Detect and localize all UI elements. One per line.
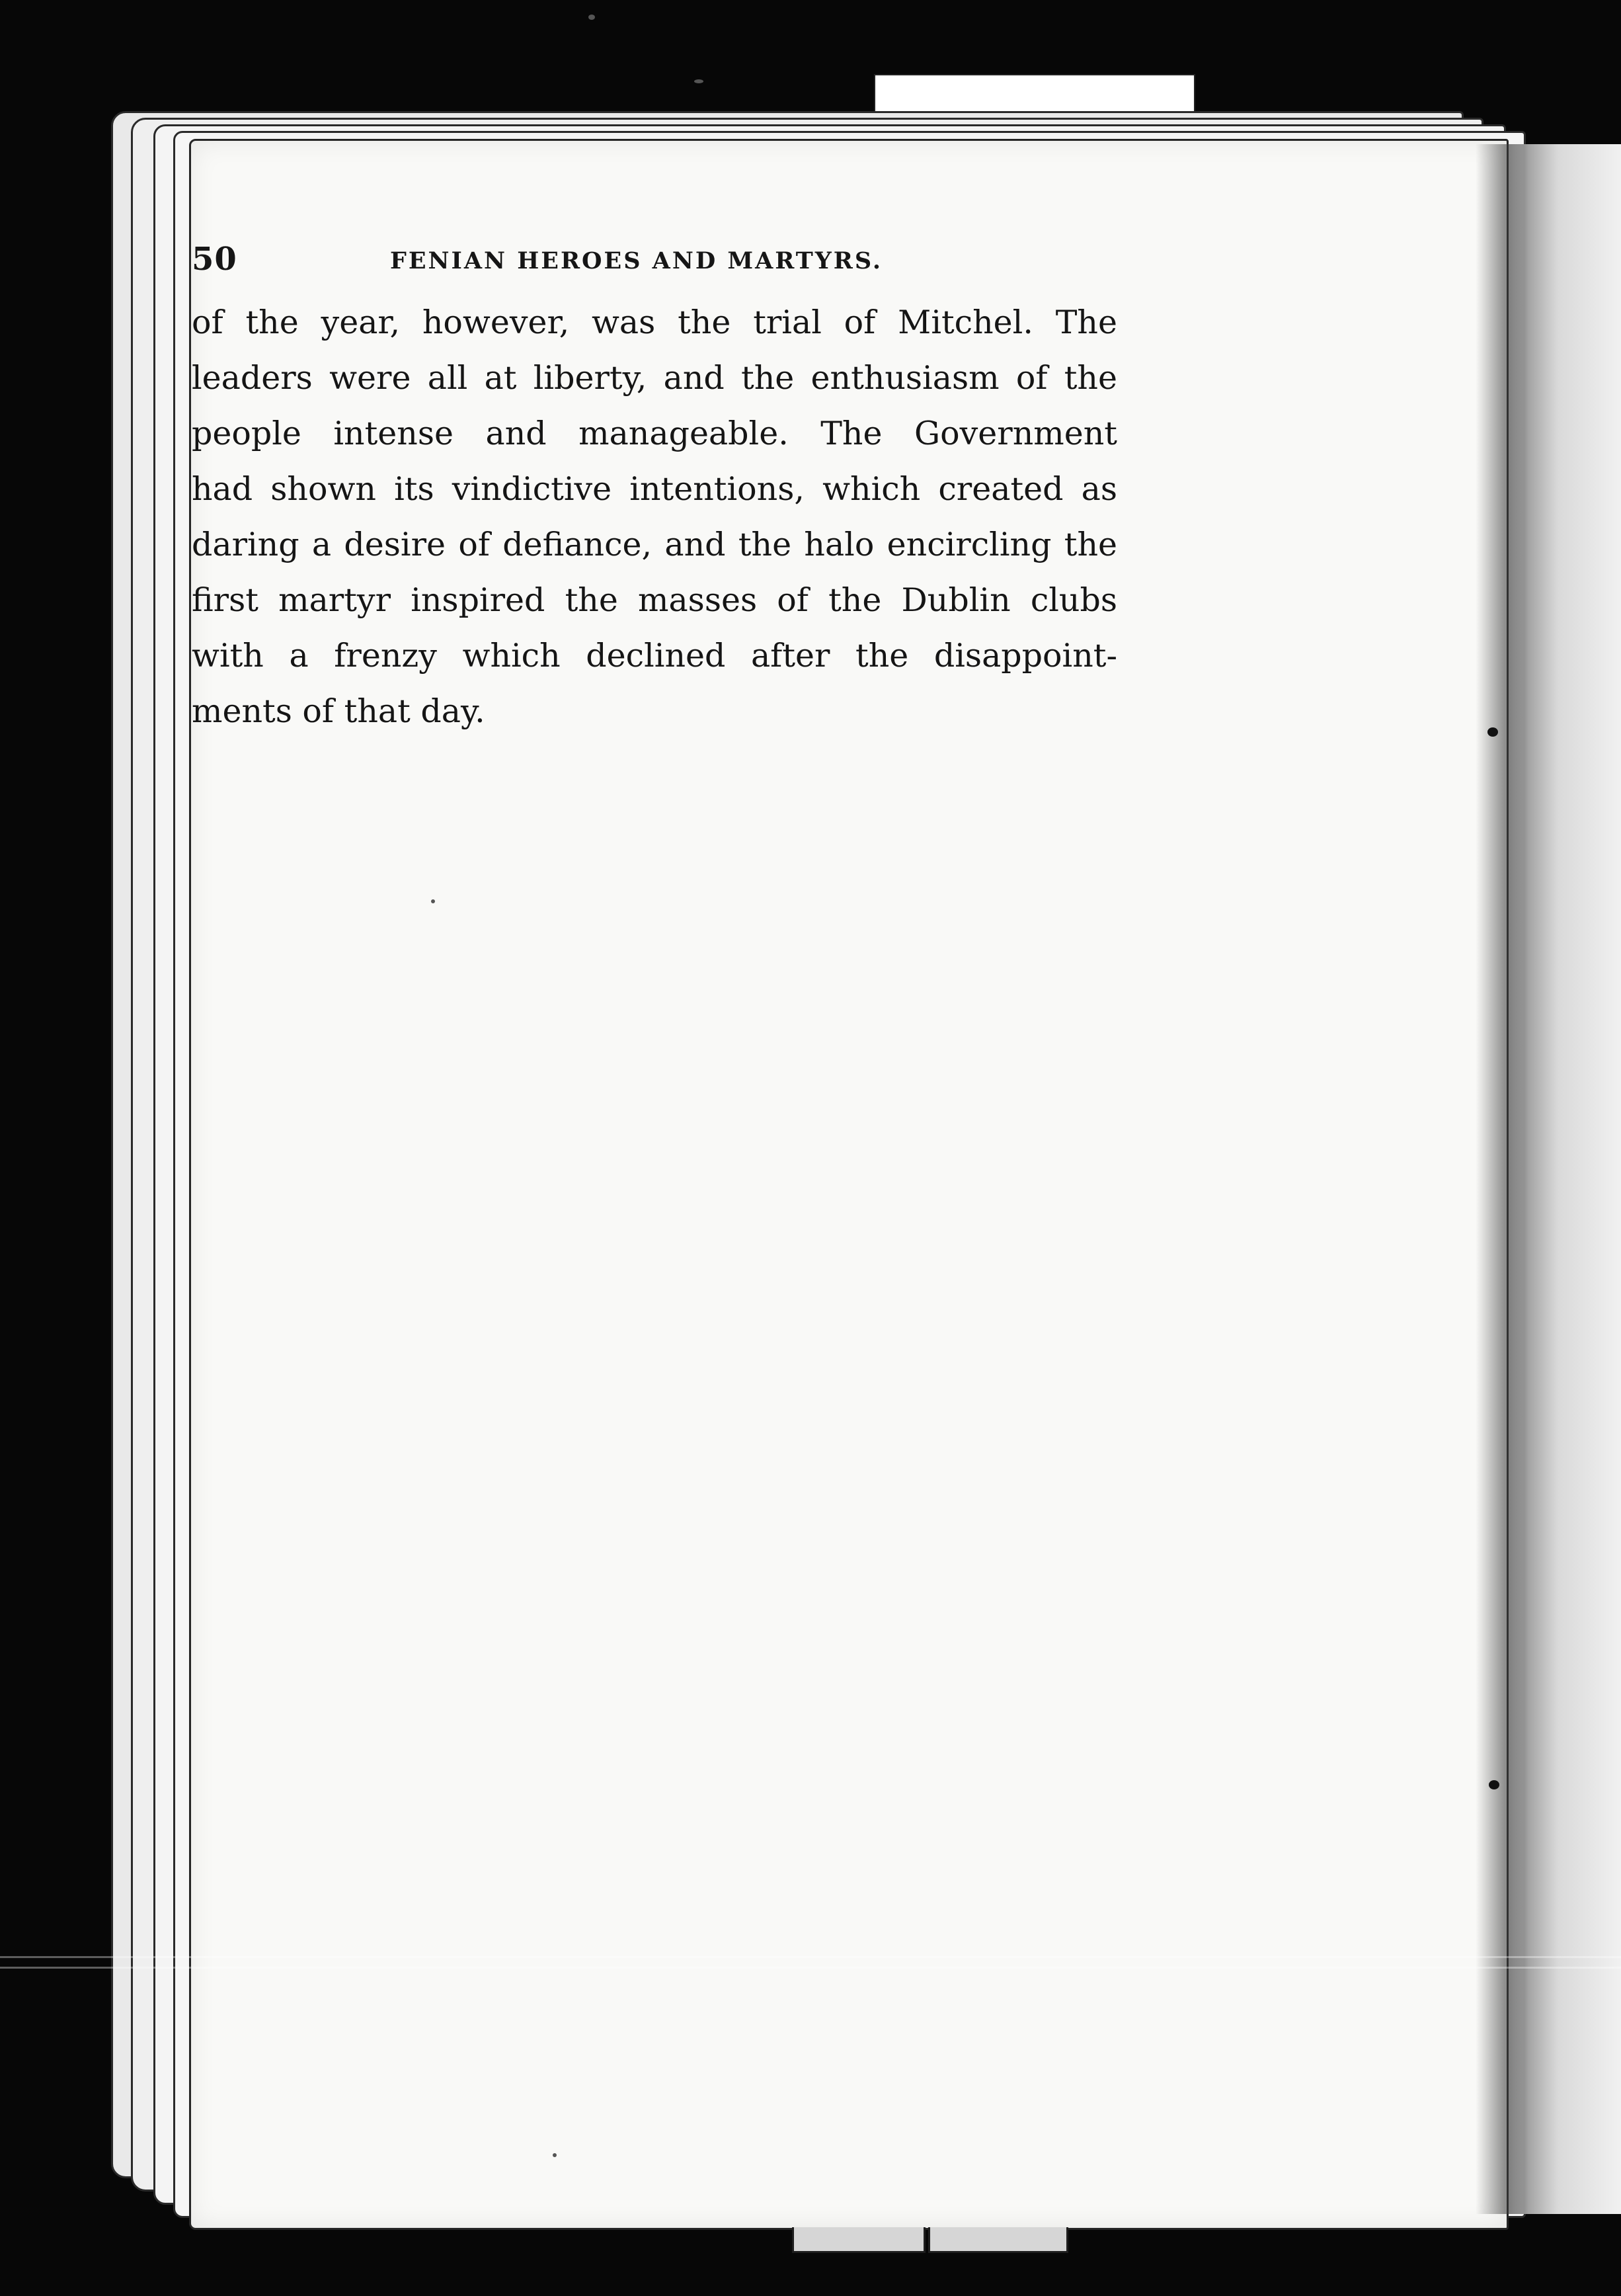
scanner-line <box>0 1967 1621 1969</box>
bottom-clip <box>928 2227 1068 2253</box>
bottom-clip <box>792 2227 926 2253</box>
gutter-shadow <box>1476 144 1528 2214</box>
running-title: FENIAN HEROES AND MARTYRS. <box>390 247 883 274</box>
scan-speck <box>1489 1780 1499 1789</box>
scan-speck <box>588 15 595 20</box>
text-line: first martyr inspired the masses of the Dublin clubs <box>192 581 1117 619</box>
page-number: 50 <box>192 241 237 278</box>
text-line: with a frenzy which declined after the disappoint- <box>192 637 1117 675</box>
scan-speck <box>1487 727 1498 737</box>
scanner-line <box>0 1956 1621 1958</box>
text-line: daring a desire of defiance, and the halo encircling the <box>192 526 1117 563</box>
running-head <box>192 241 1117 294</box>
text-line: ments of that day. <box>192 692 485 730</box>
body-paragraph <box>192 295 1117 739</box>
scan-speck <box>694 79 703 83</box>
text-line: of the year, however, was the trial of Mitchel. The <box>192 304 1117 341</box>
text-line: had shown its vindictive intentions, which created as <box>192 470 1117 508</box>
scan-speck <box>431 899 435 903</box>
text-line: leaders were all at liberty, and the enthusiasm of the <box>192 359 1117 397</box>
scan-speck <box>553 2153 557 2157</box>
text-line: people intense and manageable. The Government <box>192 415 1117 452</box>
